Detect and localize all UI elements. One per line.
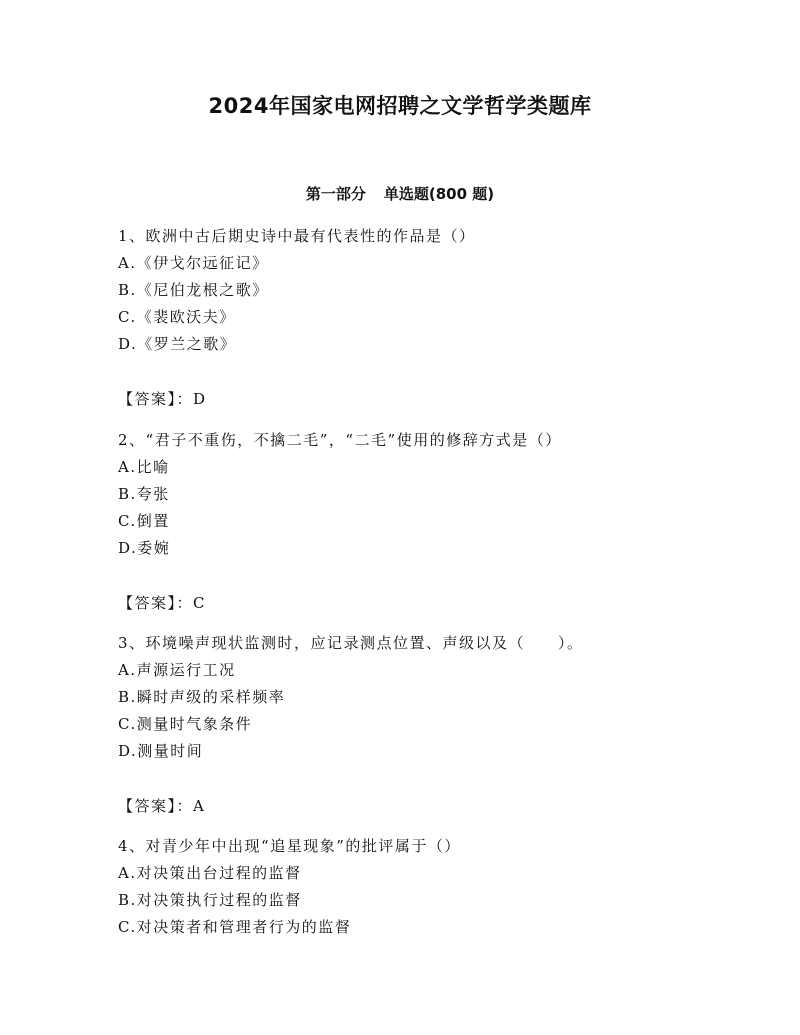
question-4-option-c: C.对决策者和管理者行为的监督 — [118, 918, 352, 936]
question-1-answer — [118, 388, 207, 410]
question-3-option-b: B.瞬时声级的采样频率 — [118, 688, 286, 706]
question-2-option-d: D.委婉 — [118, 539, 171, 557]
question-1-option-d: D.《罗兰之歌》 — [118, 335, 237, 353]
question-4-option-b: B.对决策执行过程的监督 — [118, 891, 302, 909]
section-part: 第一部分 — [305, 185, 366, 203]
question-1-option-c: C.《裴欧沃夫》 — [118, 308, 236, 326]
question-1-option-b: B.《尼伯龙根之歌》 — [118, 281, 269, 299]
question-1-option-a: A.《伊戈尔远征记》 — [118, 254, 269, 272]
question-3-option-c: C.测量时气象条件 — [118, 715, 253, 733]
question-3-option-a: A.声源运行工况 — [118, 661, 236, 679]
question-3-option-d: D.测量时间 — [118, 742, 204, 760]
question-2-option-c: C.倒置 — [118, 512, 170, 530]
question-2-stem: 2、“君子不重伤，不擒二毛”，“二毛”使用的修辞方式是（） — [118, 431, 562, 449]
section-heading — [0, 182, 800, 206]
answer-label: 【答案】： — [118, 594, 194, 612]
question-1-stem: 1、欧洲中古后期史诗中最有代表性的作品是（） — [118, 227, 476, 245]
document-title: 2024年国家电网招聘之文学哲学类题库 — [208, 94, 592, 118]
section-name: 单选题(800 题) — [383, 185, 495, 203]
question-3-stem: 3、环境噪声现状监测时，应记录测点位置、声级以及（ ）。 — [118, 634, 584, 652]
question-4-option-a: A.对决策出台过程的监督 — [118, 864, 302, 882]
question-2-option-b: B.夸张 — [118, 485, 170, 503]
answer-label: 【答案】： — [118, 797, 194, 815]
answer-label: 【答案】： — [118, 390, 194, 408]
question-2-answer — [118, 592, 206, 614]
question-2-option-a: A.比喻 — [118, 458, 170, 476]
question-3-answer — [118, 795, 205, 817]
question-4-stem: 4、对青少年中出现“追星现象”的批评属于（） — [118, 837, 461, 855]
answer-value: C — [193, 594, 206, 612]
answer-value: A — [193, 797, 206, 815]
answer-value: D — [193, 390, 207, 408]
